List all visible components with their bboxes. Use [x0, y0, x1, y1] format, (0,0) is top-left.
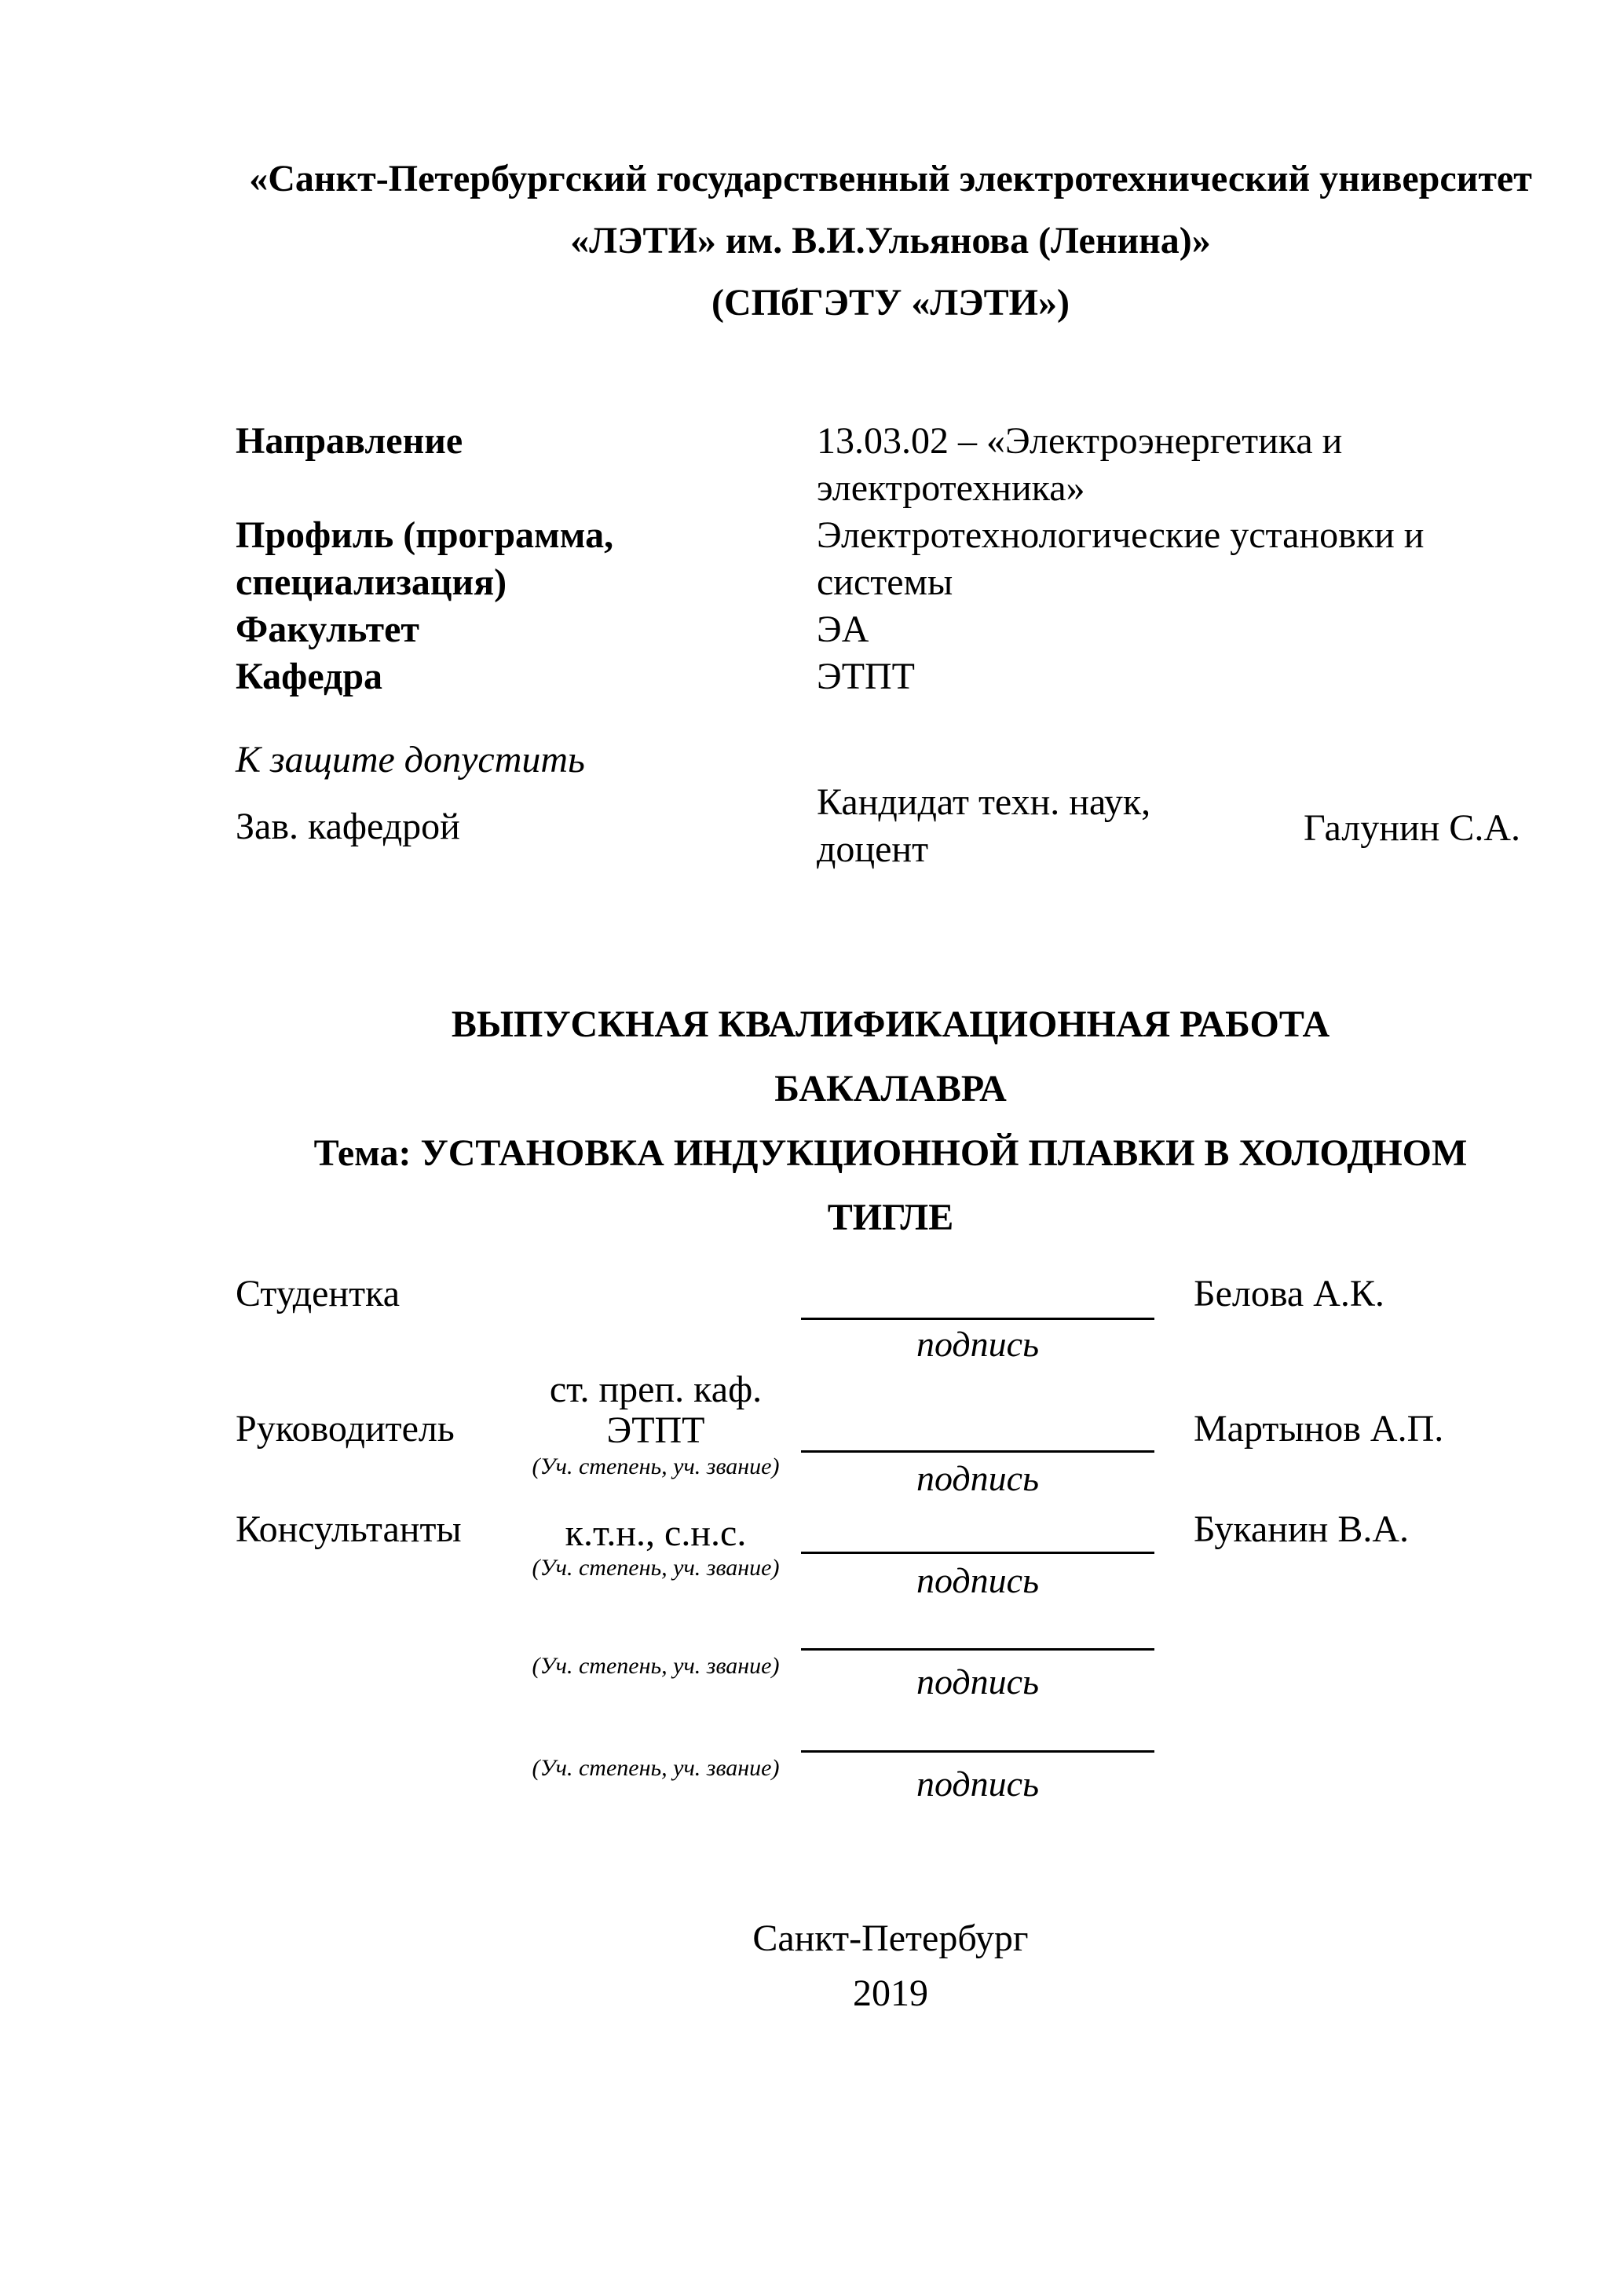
student-role-label: Студентка — [236, 1273, 400, 1314]
supervisor-name: Мартынов А.П. — [1194, 1408, 1444, 1450]
student-signature-line — [801, 1318, 1154, 1320]
consultant-1-signature-caption: подпись — [916, 1560, 1039, 1600]
consultant-1-name: Буканин В.А. — [1194, 1508, 1410, 1550]
footer — [243, 1911, 1538, 2021]
supervisor-degree-caption: (Уч. степень, уч. звание) — [532, 1453, 780, 1479]
faculty-label: Факультет — [236, 609, 419, 650]
admission-phrase: К защите допустить — [236, 739, 585, 781]
head-of-department-name: Галунин С.А. — [1304, 807, 1520, 849]
consultant-1-degree-caption: (Уч. степень, уч. звание) — [532, 1555, 780, 1581]
consultant-2-signature-line — [801, 1648, 1154, 1651]
consultant-2-signature-caption: подпись — [916, 1662, 1039, 1702]
supervisor-degree: ст. преп. каф. ЭТПТ — [549, 1369, 763, 1451]
head-of-department-label: Зав. кафедрой — [236, 806, 460, 847]
detail-row-department — [236, 653, 1539, 700]
direction-label: Направление — [236, 420, 463, 462]
work-title — [243, 993, 1538, 1250]
program-details — [236, 418, 1539, 700]
work-type-line-1: ВЫПУСКНАЯ КВАЛИФИКАЦИОННАЯ РАБОТА — [451, 1004, 1330, 1045]
footer-city: Санкт-Петербург — [752, 1918, 1029, 1959]
student-name: Белова А.К. — [1194, 1273, 1384, 1314]
profile-value: Электротехнологические установки и системы — [817, 514, 1425, 603]
consultant-1-degree: к.т.н., с.н.с. — [565, 1512, 747, 1554]
consultant-3-signature-caption: подпись — [916, 1764, 1039, 1804]
university-header — [243, 148, 1538, 334]
footer-year: 2019 — [853, 1972, 928, 2014]
profile-label: Профиль (программа, специализация) — [236, 514, 614, 603]
direction-value: 13.03.02 – «Электроэнергетика и электротехника» — [817, 420, 1343, 509]
supervisor-signature-caption: подпись — [916, 1458, 1039, 1498]
work-theme-line-2: ТИГЛЕ — [827, 1197, 954, 1238]
department-label: Кафедра — [236, 656, 383, 697]
department-value: ЭТПТ — [817, 656, 915, 697]
faculty-value: ЭА — [817, 609, 869, 650]
consultant-2-degree-caption: (Уч. степень, уч. звание) — [532, 1653, 780, 1679]
consultant-3-signature-line — [801, 1750, 1154, 1753]
detail-row-direction — [236, 418, 1539, 512]
detail-row-profile — [236, 512, 1539, 606]
consultants-role-label: Консультанты — [236, 1508, 462, 1550]
detail-row-faculty — [236, 606, 1539, 653]
university-name-line-1: «Санкт-Петербургский государственный электротехнический университет — [249, 158, 1532, 199]
consultant-3-degree-caption: (Уч. степень, уч. звание) — [532, 1755, 780, 1781]
supervisor-role-label: Руководитель — [236, 1408, 455, 1450]
student-signature-caption: подпись — [916, 1324, 1039, 1364]
consultant-1-signature-line — [801, 1552, 1154, 1554]
head-of-department-degree: Кандидат техн. наук, доцент — [817, 781, 1151, 870]
university-abbreviation: (СПбГЭТУ «ЛЭТИ») — [711, 282, 1070, 324]
work-type-line-2: БАКАЛАВРА — [774, 1068, 1007, 1110]
university-name-line-2: «ЛЭТИ» им. В.И.Ульянова (Ленина)» — [570, 220, 1211, 261]
work-theme-line-1: Тема: УСТАНОВКА ИНДУКЦИОННОЙ ПЛАВКИ В ХОЛОДНОМ — [313, 1132, 1468, 1174]
supervisor-signature-line — [801, 1450, 1154, 1453]
